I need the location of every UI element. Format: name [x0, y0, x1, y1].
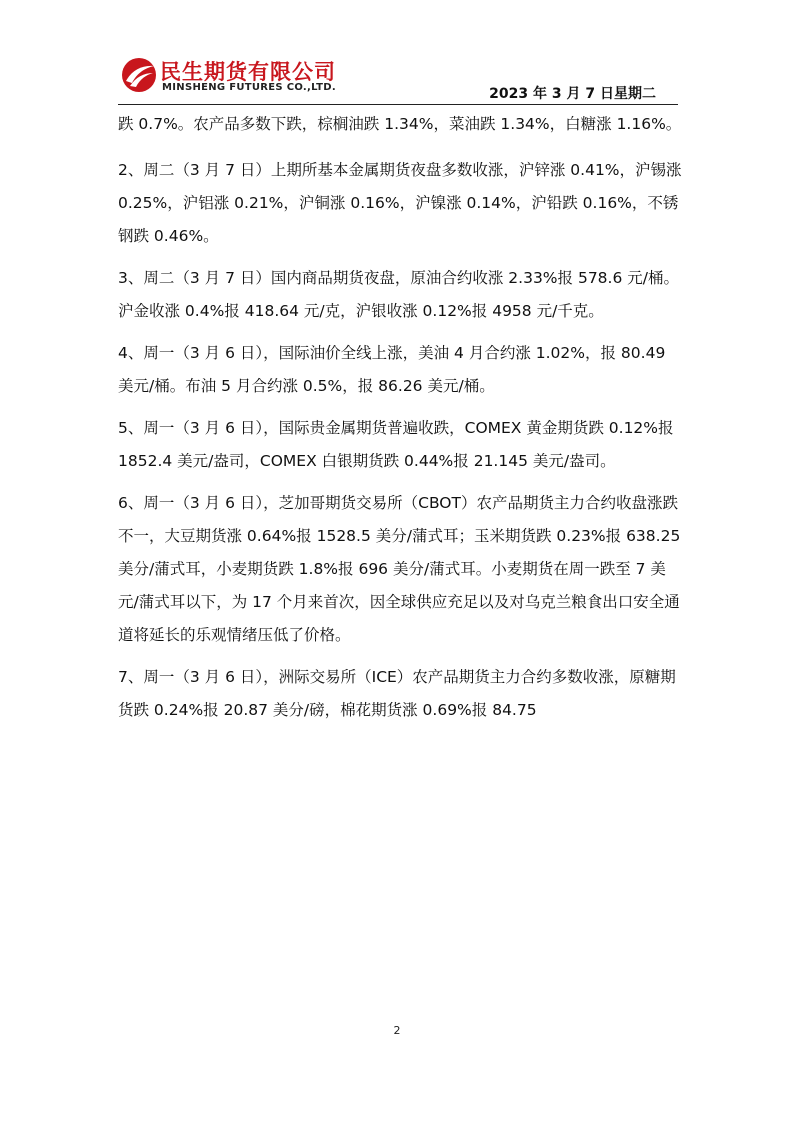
report-date: 2023 年 3 月 7 日星期二	[489, 86, 656, 102]
company-logo	[120, 52, 370, 102]
paragraph-item-6: 6、周一（3 月 6 日），芝加哥期货交易所（CBOT）农产品期货主力合约收盘涨跌不一，大豆期货涨 0.64%报 1528.5 美分/蒲式耳；玉米期货跌 0.23%报 638.25 美分/蒲式耳，小麦期货跌 1.8%报 696 美分/蒲式耳。小麦期货在周一跌至 7 美元/蒲式耳以下，为 17 个月来首次，因全球供应充足以及对乌克兰粮食出口安全通道将延长的乐观情绪压低了价格。	[118, 494, 681, 644]
minsheng-swoosh-logo-icon	[120, 56, 158, 94]
paragraph-item-4: 4、周一（3 月 6 日），国际油价全线上涨，美油 4 月合约涨 1.02%，报 80.49 美元/桶。布油 5 月合约涨 0.5%，报 86.26 美元/桶。	[118, 344, 666, 395]
page-number: 2	[393, 1024, 401, 1037]
company-name-cn: 民生期货有限公司	[160, 60, 336, 84]
paragraph-item-3: 3、周二（3 月 7 日）国内商品期货夜盘，原油合约收涨 2.33%报 578.6 元/桶。沪金收涨 0.4%报 418.64 元/克，沪银收涨 0.12%报 4958 元/千克。	[118, 269, 679, 320]
header-divider	[118, 104, 678, 105]
paragraph-item-2: 2、周二（3 月 7 日）上期所基本金属期货夜盘多数收涨，沪锌涨 0.41%，沪锡涨 0.25%，沪铝涨 0.21%，沪铜涨 0.16%，沪镍涨 0.14%，沪铅跌 0.16%，不锈钢跌 0.46%。	[118, 161, 682, 245]
paragraph-item-7: 7、周一（3 月 6 日），洲际交易所（ICE）农产品期货主力合约多数收涨，原糖期货跌 0.24%报 20.87 美分/磅，棉花期货涨 0.69%报 84.75	[118, 668, 676, 719]
paragraph-continuation: 跌 0.7%。农产品多数下跌，棕榈油跌 1.34%，菜油跌 1.34%，白糖涨 1.16%。	[118, 115, 682, 133]
company-name-en: MINSHENG FUTURES CO.,LTD.	[162, 82, 336, 93]
page-header	[0, 0, 794, 112]
paragraph-item-5: 5、周一（3 月 6 日），国际贵金属期货普遍收跌，COMEX 黄金期货跌 0.12%报 1852.4 美元/盎司，COMEX 白银期货跌 0.44%报 21.145 美元/盎司。	[118, 419, 674, 470]
report-body	[118, 108, 683, 736]
